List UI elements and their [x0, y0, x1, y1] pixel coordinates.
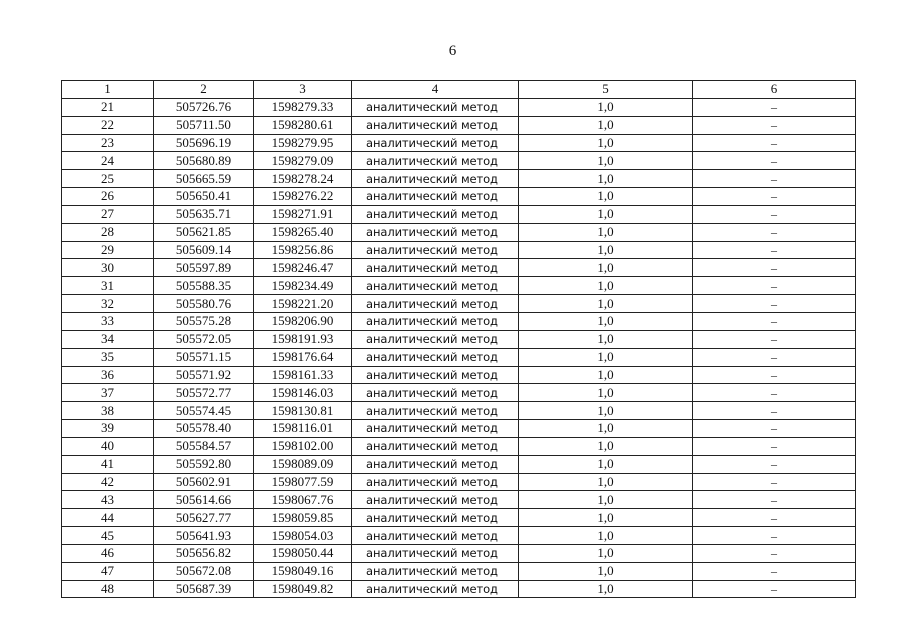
- point-number-cell: 22: [62, 116, 154, 134]
- method-cell: аналитический метод: [352, 580, 519, 598]
- coord-x-cell: 505574.45: [154, 402, 254, 420]
- note-cell: –: [693, 205, 856, 223]
- table-row: [62, 312, 856, 330]
- coord-y-cell: 1598176.64: [254, 348, 352, 366]
- point-number-cell: 43: [62, 491, 154, 509]
- table-row: [62, 259, 856, 277]
- accuracy-cell: 1,0: [519, 259, 693, 277]
- table-row: [62, 384, 856, 402]
- coord-y-cell: 1598278.24: [254, 170, 352, 188]
- coord-x-cell: 505687.39: [154, 580, 254, 598]
- accuracy-cell: 1,0: [519, 437, 693, 455]
- coord-y-cell: 1598116.01: [254, 420, 352, 438]
- coord-x-cell: 505609.14: [154, 241, 254, 259]
- coord-x-cell: 505584.57: [154, 437, 254, 455]
- note-cell: –: [693, 170, 856, 188]
- note-cell: –: [693, 473, 856, 491]
- note-cell: –: [693, 330, 856, 348]
- accuracy-cell: 1,0: [519, 312, 693, 330]
- method-cell: аналитический метод: [352, 188, 519, 206]
- accuracy-cell: 1,0: [519, 527, 693, 545]
- table-row: [62, 580, 856, 598]
- point-number-cell: 41: [62, 455, 154, 473]
- table-row: [62, 473, 856, 491]
- point-number-cell: 48: [62, 580, 154, 598]
- coord-y-cell: 1598059.85: [254, 509, 352, 527]
- note-cell: –: [693, 437, 856, 455]
- point-number-cell: 30: [62, 259, 154, 277]
- method-cell: аналитический метод: [352, 134, 519, 152]
- coord-x-cell: 505602.91: [154, 473, 254, 491]
- method-cell: аналитический метод: [352, 562, 519, 580]
- point-number-cell: 45: [62, 527, 154, 545]
- point-number-cell: 47: [62, 562, 154, 580]
- accuracy-cell: 1,0: [519, 170, 693, 188]
- accuracy-cell: 1,0: [519, 544, 693, 562]
- method-cell: аналитический метод: [352, 366, 519, 384]
- table-row: [62, 366, 856, 384]
- method-cell: аналитический метод: [352, 527, 519, 545]
- method-cell: аналитический метод: [352, 473, 519, 491]
- column-header-6: 6: [693, 81, 856, 99]
- coord-x-cell: 505572.05: [154, 330, 254, 348]
- table-header: [62, 81, 856, 99]
- table-row: [62, 455, 856, 473]
- method-cell: аналитический метод: [352, 384, 519, 402]
- point-number-cell: 38: [62, 402, 154, 420]
- coord-x-cell: 505650.41: [154, 188, 254, 206]
- table-row: [62, 241, 856, 259]
- coord-x-cell: 505580.76: [154, 295, 254, 313]
- coord-x-cell: 505588.35: [154, 277, 254, 295]
- point-number-cell: 23: [62, 134, 154, 152]
- method-cell: аналитический метод: [352, 437, 519, 455]
- method-cell: аналитический метод: [352, 455, 519, 473]
- note-cell: –: [693, 402, 856, 420]
- accuracy-cell: 1,0: [519, 277, 693, 295]
- coord-y-cell: 1598279.95: [254, 134, 352, 152]
- page-number: 6: [448, 43, 457, 59]
- note-cell: –: [693, 295, 856, 313]
- note-cell: –: [693, 544, 856, 562]
- point-number-cell: 40: [62, 437, 154, 455]
- accuracy-cell: 1,0: [519, 491, 693, 509]
- note-cell: –: [693, 348, 856, 366]
- point-number-cell: 25: [62, 170, 154, 188]
- note-cell: –: [693, 241, 856, 259]
- coord-x-cell: 505635.71: [154, 205, 254, 223]
- method-cell: аналитический метод: [352, 420, 519, 438]
- coord-x-cell: 505711.50: [154, 116, 254, 134]
- coord-y-cell: 1598049.16: [254, 562, 352, 580]
- table-row: [62, 295, 856, 313]
- coord-y-cell: 1598276.22: [254, 188, 352, 206]
- point-number-cell: 24: [62, 152, 154, 170]
- note-cell: –: [693, 152, 856, 170]
- coord-y-cell: 1598206.90: [254, 312, 352, 330]
- method-cell: аналитический метод: [352, 116, 519, 134]
- coord-y-cell: 1598234.49: [254, 277, 352, 295]
- point-number-cell: 34: [62, 330, 154, 348]
- method-cell: аналитический метод: [352, 402, 519, 420]
- method-cell: аналитический метод: [352, 330, 519, 348]
- accuracy-cell: 1,0: [519, 420, 693, 438]
- coord-x-cell: 505656.82: [154, 544, 254, 562]
- point-number-cell: 29: [62, 241, 154, 259]
- table-row: [62, 152, 856, 170]
- accuracy-cell: 1,0: [519, 509, 693, 527]
- note-cell: –: [693, 384, 856, 402]
- method-cell: аналитический метод: [352, 348, 519, 366]
- accuracy-cell: 1,0: [519, 366, 693, 384]
- note-cell: –: [693, 420, 856, 438]
- point-number-cell: 28: [62, 223, 154, 241]
- point-number-cell: 33: [62, 312, 154, 330]
- coord-y-cell: 1598256.86: [254, 241, 352, 259]
- coord-x-cell: 505614.66: [154, 491, 254, 509]
- note-cell: –: [693, 188, 856, 206]
- coord-y-cell: 1598279.09: [254, 152, 352, 170]
- accuracy-cell: 1,0: [519, 188, 693, 206]
- table-row: [62, 188, 856, 206]
- coord-y-cell: 1598246.47: [254, 259, 352, 277]
- point-number-cell: 32: [62, 295, 154, 313]
- note-cell: –: [693, 455, 856, 473]
- coord-x-cell: 505726.76: [154, 98, 254, 116]
- point-number-cell: 36: [62, 366, 154, 384]
- note-cell: –: [693, 312, 856, 330]
- method-cell: аналитический метод: [352, 491, 519, 509]
- note-cell: –: [693, 277, 856, 295]
- table-row: [62, 98, 856, 116]
- accuracy-cell: 1,0: [519, 330, 693, 348]
- accuracy-cell: 1,0: [519, 241, 693, 259]
- accuracy-cell: 1,0: [519, 580, 693, 598]
- table-row: [62, 544, 856, 562]
- coord-x-cell: 505572.77: [154, 384, 254, 402]
- table-row: [62, 509, 856, 527]
- method-cell: аналитический метод: [352, 277, 519, 295]
- coord-x-cell: 505571.15: [154, 348, 254, 366]
- method-cell: аналитический метод: [352, 295, 519, 313]
- coord-y-cell: 1598077.59: [254, 473, 352, 491]
- method-cell: аналитический метод: [352, 241, 519, 259]
- method-cell: аналитический метод: [352, 259, 519, 277]
- table-row: [62, 277, 856, 295]
- coord-x-cell: 505680.89: [154, 152, 254, 170]
- accuracy-cell: 1,0: [519, 348, 693, 366]
- accuracy-cell: 1,0: [519, 473, 693, 491]
- coord-y-cell: 1598050.44: [254, 544, 352, 562]
- accuracy-cell: 1,0: [519, 134, 693, 152]
- header-row: [62, 81, 856, 99]
- point-number-cell: 39: [62, 420, 154, 438]
- column-header-3: 3: [254, 81, 352, 99]
- method-cell: аналитический метод: [352, 170, 519, 188]
- accuracy-cell: 1,0: [519, 223, 693, 241]
- table-row: [62, 437, 856, 455]
- column-header-2: 2: [154, 81, 254, 99]
- note-cell: –: [693, 116, 856, 134]
- coord-x-cell: 505627.77: [154, 509, 254, 527]
- coord-x-cell: 505578.40: [154, 420, 254, 438]
- point-number-cell: 44: [62, 509, 154, 527]
- coord-x-cell: 505641.93: [154, 527, 254, 545]
- coord-y-cell: 1598279.33: [254, 98, 352, 116]
- coord-y-cell: 1598089.09: [254, 455, 352, 473]
- table-row: [62, 330, 856, 348]
- coord-y-cell: 1598067.76: [254, 491, 352, 509]
- point-number-cell: 31: [62, 277, 154, 295]
- point-number-cell: 21: [62, 98, 154, 116]
- note-cell: –: [693, 134, 856, 152]
- table-row: [62, 116, 856, 134]
- coord-y-cell: 1598280.61: [254, 116, 352, 134]
- coord-x-cell: 505672.08: [154, 562, 254, 580]
- point-number-cell: 35: [62, 348, 154, 366]
- table-row: [62, 170, 856, 188]
- point-number-cell: 27: [62, 205, 154, 223]
- accuracy-cell: 1,0: [519, 205, 693, 223]
- table-row: [62, 348, 856, 366]
- accuracy-cell: 1,0: [519, 295, 693, 313]
- table-row: [62, 420, 856, 438]
- coord-y-cell: 1598102.00: [254, 437, 352, 455]
- method-cell: аналитический метод: [352, 152, 519, 170]
- column-header-4: 4: [352, 81, 519, 99]
- accuracy-cell: 1,0: [519, 152, 693, 170]
- method-cell: аналитический метод: [352, 223, 519, 241]
- table-row: [62, 134, 856, 152]
- note-cell: –: [693, 562, 856, 580]
- note-cell: –: [693, 491, 856, 509]
- method-cell: аналитический метод: [352, 205, 519, 223]
- table-row: [62, 223, 856, 241]
- accuracy-cell: 1,0: [519, 402, 693, 420]
- note-cell: –: [693, 509, 856, 527]
- coord-y-cell: 1598054.03: [254, 527, 352, 545]
- accuracy-cell: 1,0: [519, 455, 693, 473]
- note-cell: –: [693, 98, 856, 116]
- table-row: [62, 205, 856, 223]
- coord-x-cell: 505696.19: [154, 134, 254, 152]
- coord-x-cell: 505621.85: [154, 223, 254, 241]
- method-cell: аналитический метод: [352, 312, 519, 330]
- method-cell: аналитический метод: [352, 544, 519, 562]
- note-cell: –: [693, 366, 856, 384]
- coord-y-cell: 1598161.33: [254, 366, 352, 384]
- coord-y-cell: 1598049.82: [254, 580, 352, 598]
- point-number-cell: 46: [62, 544, 154, 562]
- method-cell: аналитический метод: [352, 509, 519, 527]
- table-row: [62, 491, 856, 509]
- accuracy-cell: 1,0: [519, 98, 693, 116]
- coord-x-cell: 505575.28: [154, 312, 254, 330]
- note-cell: –: [693, 259, 856, 277]
- note-cell: –: [693, 580, 856, 598]
- note-cell: –: [693, 223, 856, 241]
- table-row: [62, 402, 856, 420]
- coord-y-cell: 1598130.81: [254, 402, 352, 420]
- table-body: [62, 98, 856, 598]
- coordinates-table: [61, 80, 856, 598]
- column-header-5: 5: [519, 81, 693, 99]
- coord-x-cell: 505592.80: [154, 455, 254, 473]
- note-cell: –: [693, 527, 856, 545]
- accuracy-cell: 1,0: [519, 384, 693, 402]
- coord-y-cell: 1598271.91: [254, 205, 352, 223]
- coord-y-cell: 1598146.03: [254, 384, 352, 402]
- point-number-cell: 42: [62, 473, 154, 491]
- coord-y-cell: 1598221.20: [254, 295, 352, 313]
- accuracy-cell: 1,0: [519, 562, 693, 580]
- coord-y-cell: 1598265.40: [254, 223, 352, 241]
- coord-x-cell: 505665.59: [154, 170, 254, 188]
- accuracy-cell: 1,0: [519, 116, 693, 134]
- point-number-cell: 26: [62, 188, 154, 206]
- table-row: [62, 562, 856, 580]
- coord-x-cell: 505597.89: [154, 259, 254, 277]
- coord-x-cell: 505571.92: [154, 366, 254, 384]
- method-cell: аналитический метод: [352, 98, 519, 116]
- column-header-1: 1: [62, 81, 154, 99]
- coord-y-cell: 1598191.93: [254, 330, 352, 348]
- table-row: [62, 527, 856, 545]
- point-number-cell: 37: [62, 384, 154, 402]
